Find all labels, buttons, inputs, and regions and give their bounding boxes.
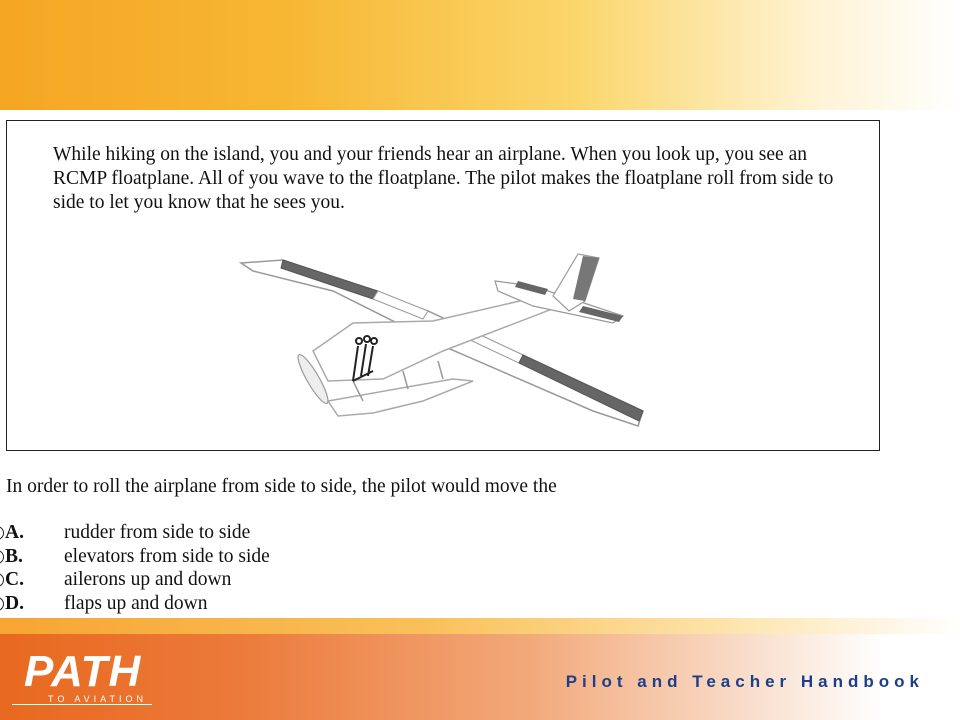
path-logo [12,648,162,710]
handbook-title: Pilot and Teacher Handbook [565,672,924,691]
logo-main-text: PATH [24,647,142,696]
option-text: elevators from side to side [64,545,270,567]
right-aileron [519,355,643,421]
logo-sub-text: TO AVIATION [48,694,148,704]
radio-icon[interactable] [0,526,4,540]
option-letter: D. [5,592,24,614]
option-text: rudder from side to side [64,522,251,543]
scenario-text: While hiking on the island, you and your friends hear an airplane. When you look up, you see an RCMP floatplane. All of you wave to the floatplane. The pilot makes the floatplane roll from side to side to let you know that he sees you. [53,144,834,213]
option-letter: C. [5,569,24,590]
header-gradient-band [0,0,960,110]
floatplane-illustration [233,251,653,446]
float [328,379,473,416]
logo-underline [12,704,152,705]
radio-icon[interactable] [0,550,4,564]
option-text: flaps up and down [64,592,208,614]
footer-accent-strip [0,618,960,634]
question-text: In order to roll the airplane from side to side, the pilot would move the [6,476,557,497]
radio-icon[interactable] [0,573,4,587]
option-text: ailerons up and down [64,569,232,590]
radio-icon[interactable] [0,597,4,611]
option-letter: A. [5,522,24,543]
option-letter: B. [5,545,23,567]
scenario-box [6,120,880,451]
